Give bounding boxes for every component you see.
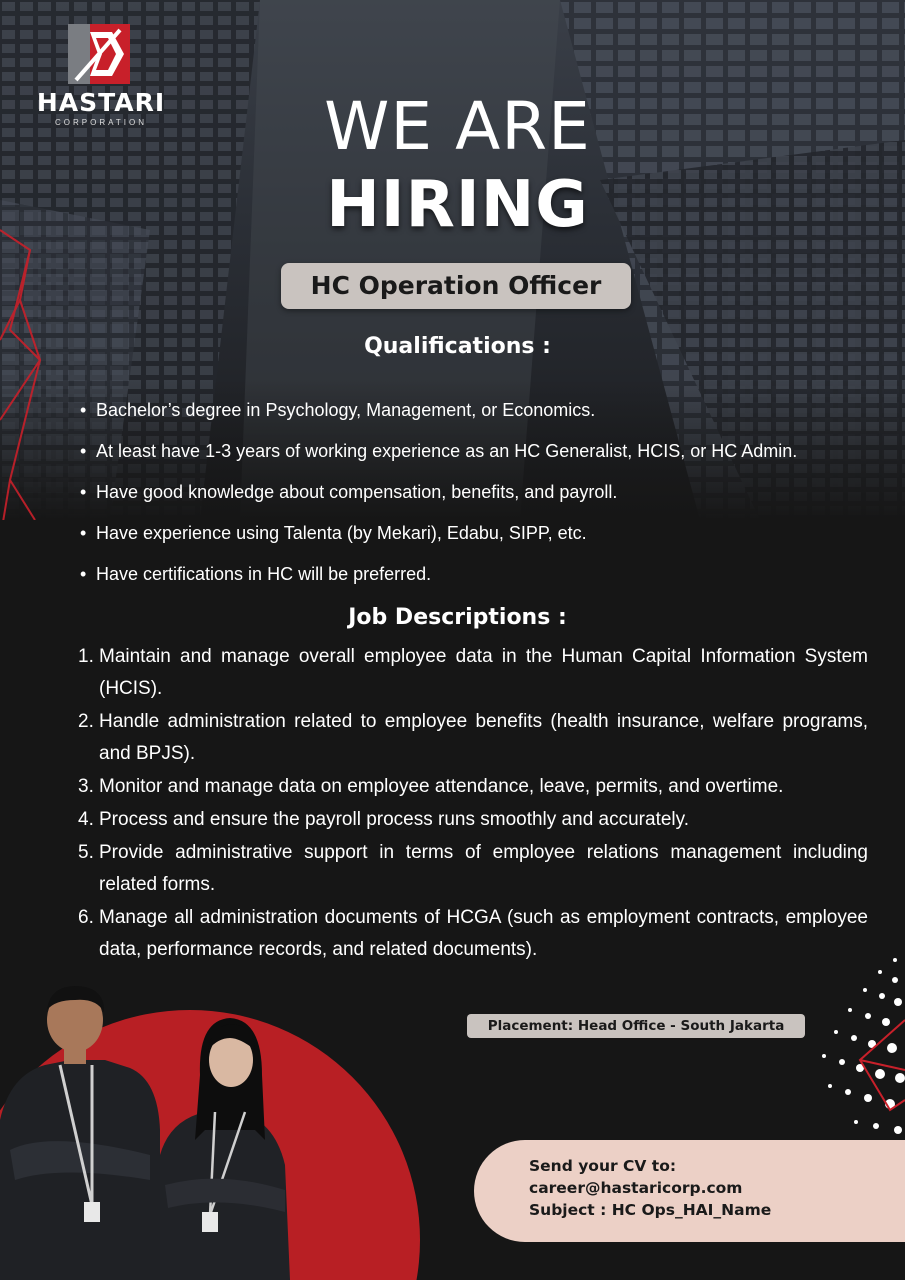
job-item-text: Monitor and manage data on employee attendance, leave, permits, and overtime. bbox=[99, 776, 784, 797]
job-item bbox=[78, 837, 868, 901]
job-item bbox=[78, 902, 868, 966]
logo-subtitle: CORPORATION bbox=[55, 118, 147, 127]
job-item-text: Manage all administration documents of HCGA (such as employment contracts, employee data, performance records, and related documents). bbox=[99, 907, 868, 960]
job-item-text: Maintain and manage overall employee data in the Human Capital Information System (HCIS). bbox=[99, 646, 868, 699]
placement-badge bbox=[467, 1014, 805, 1038]
position-title: HC Operation Officer bbox=[310, 271, 602, 300]
job-item-text: Process and ensure the payroll process runs smoothly and accurately. bbox=[99, 809, 690, 830]
contact-info bbox=[529, 1155, 771, 1221]
job-item-text: Provide administrative support in terms of employee relations management including related forms. bbox=[99, 842, 868, 895]
headline-hiring: HIRING bbox=[326, 168, 589, 242]
qualification-item: • Have certifications in HC will be preferred. bbox=[80, 554, 880, 595]
logo-name: HASTARI bbox=[36, 88, 166, 117]
contact-send-cv: Send your CV to: bbox=[529, 1157, 677, 1175]
job-item-number: 4. bbox=[78, 809, 94, 830]
headline-we-are: WE ARE bbox=[324, 88, 591, 165]
contact-subject: Subject : HC Ops_HAI_Name bbox=[529, 1201, 772, 1219]
job-item bbox=[78, 804, 868, 836]
job-item bbox=[78, 641, 868, 705]
qualifications-list bbox=[80, 390, 880, 595]
placement-text: Placement: Head Office - South Jakarta bbox=[487, 1018, 785, 1034]
job-item-number: 6. bbox=[78, 907, 94, 928]
job-descriptions-list bbox=[78, 641, 868, 967]
contact-email[interactable]: career@hastaricorp.com bbox=[529, 1179, 743, 1197]
job-item-number: 1. bbox=[78, 646, 94, 667]
job-descriptions-title: Job Descriptions : bbox=[348, 605, 567, 630]
job-item-number: 2. bbox=[78, 711, 94, 732]
qualification-item: • At least have 1-3 years of working experience as an HC Generalist, HCIS, or HC Admin. bbox=[80, 431, 880, 472]
qualification-item: • Have experience using Talenta (by Mekari), Edabu, SIPP, etc. bbox=[80, 513, 880, 554]
job-item-number: 5. bbox=[78, 842, 94, 863]
qualification-item: • Have good knowledge about compensation, benefits, and payroll. bbox=[80, 472, 880, 513]
qualification-item: • Bachelor’s degree in Psychology, Management, or Economics. bbox=[80, 390, 880, 431]
job-item-text: Handle administration related to employee benefits (health insurance, welfare programs, and BPJS). bbox=[99, 711, 868, 764]
qualifications-title: Qualifications : bbox=[364, 334, 551, 359]
hastari-logo-icon bbox=[68, 24, 130, 84]
job-item bbox=[78, 706, 868, 770]
position-pill bbox=[281, 263, 631, 309]
staff-photo bbox=[0, 980, 320, 1280]
job-item bbox=[78, 771, 868, 803]
decorative-dots bbox=[800, 950, 905, 1150]
job-item-number: 3. bbox=[78, 776, 94, 797]
